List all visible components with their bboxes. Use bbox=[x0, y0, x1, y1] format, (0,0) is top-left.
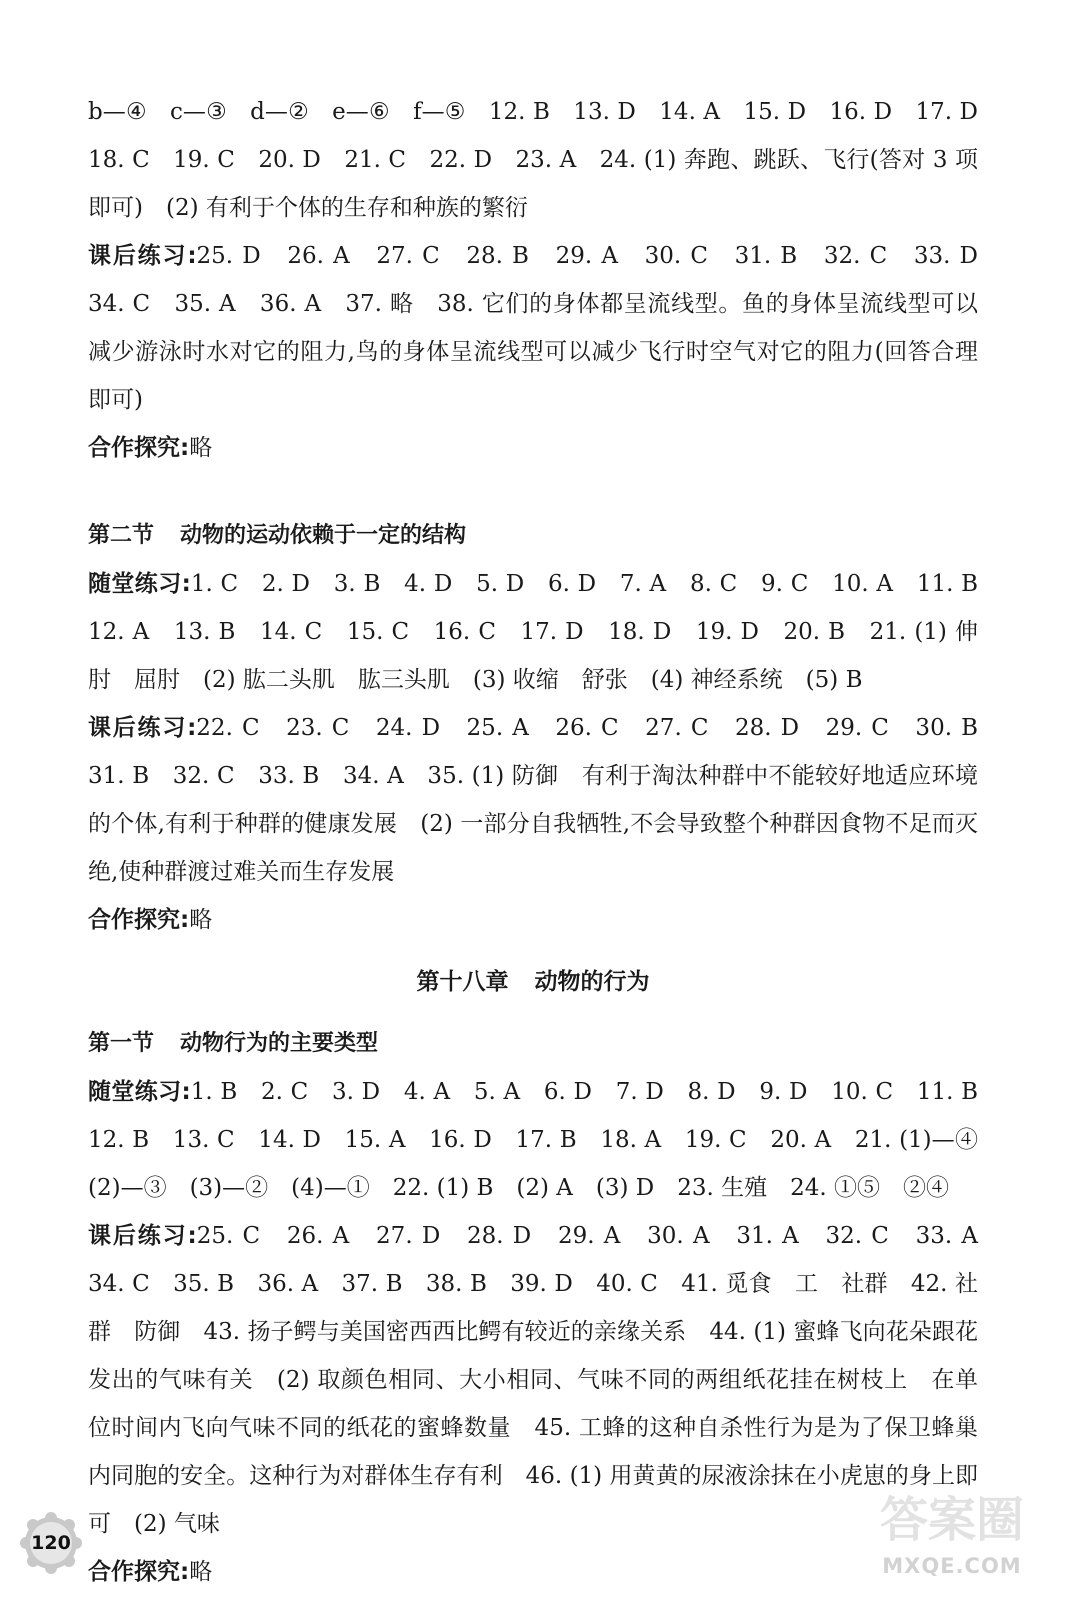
section-name: 动物行为的主要类型 bbox=[180, 1031, 379, 1056]
chapter-title bbox=[88, 958, 978, 1006]
cooperation-text: 略 bbox=[189, 907, 213, 933]
watermark bbox=[862, 1488, 1042, 1588]
cooperation-block-3 bbox=[88, 1548, 978, 1596]
cooperation-text: 略 bbox=[189, 1559, 213, 1585]
answer-block-6 bbox=[88, 1212, 1002, 1548]
exercise-label: 课后练习: bbox=[88, 1223, 197, 1249]
watermark-logo: 答案圈 bbox=[879, 1492, 1024, 1548]
answer-text: b—④ c—③ d—② e—⑥ f—⑤ 12. B 13. D 14. A 15. D 16. D 17. D 18. C 19. C 20. D 21. C 22. D 23. A 24. (1) 奔跑、跳跃、飞行(答对 3 项即可) (2) 有利于个体的生存和种族的繁衍 bbox=[88, 99, 1001, 221]
chapter-number: 第十八章 bbox=[416, 969, 509, 995]
answer-block-1 bbox=[88, 88, 1001, 232]
answer-text: 1. C 2. D 3. B 4. D 5. D 6. D 7. A 8. C 9. C 10. A 11. B 12. A 13. B 14. C 15. C 16. C 17. D 18. D 19. D 20. B 21. (1) 伸肘 屈肘 (2) 肱二头肌 肱三头肌 (3) 收缩 舒张 (4) 神经系统 (5) B bbox=[88, 571, 1002, 693]
section-number: 第一节 bbox=[88, 1031, 155, 1056]
answer-block-5 bbox=[88, 1068, 1001, 1212]
cooperation-block-1 bbox=[88, 424, 978, 472]
answer-content bbox=[88, 88, 1002, 1596]
section-name: 动物的运动依赖于一定的结构 bbox=[180, 523, 467, 548]
cooperation-label: 合作探究: bbox=[88, 907, 190, 933]
answer-text: 25. D 26. A 27. C 28. B 29. A 30. C 31. B 32. C 33. D 34. C 35. A 36. A 37. 略 38. 它们的身体都呈流线型。鱼的身体呈流线型可以减少游泳时水对它的阻力,鸟的身体呈流线型可以减少飞行时空气对它的阻力(回答合理即可) bbox=[88, 243, 1001, 413]
cooperation-block-2 bbox=[88, 896, 978, 944]
page-number: 120 bbox=[31, 1532, 71, 1554]
exercise-label: 随堂练习: bbox=[88, 1079, 191, 1105]
answer-text: 22. C 23. C 24. D 25. A 26. C 27. C 28. D 29. C 30. B 31. B 32. C 33. B 34. A 35. (1) 防御 有利于淘汰种群中不能较好地适应环境的个体,有利于种群的健康发展 (2) 一部分自我牺牲,不会导致整个种群因食物不足而灭绝,使种群渡过难关而生存发展 bbox=[88, 715, 1001, 885]
cooperation-label: 合作探究: bbox=[88, 1559, 190, 1585]
cooperation-text: 略 bbox=[189, 435, 213, 461]
watermark-url: MXQE.COM bbox=[882, 1554, 1022, 1578]
section-number: 第二节 bbox=[88, 523, 155, 548]
cooperation-label: 合作探究: bbox=[88, 435, 190, 461]
answer-text: 25. C 26. A 27. D 28. D 29. A 30. A 31. A 32. C 33. A 34. C 35. B 36. A 37. B 38. B 39. D 40. C 41. 觅食 工 社群 42. 社群 防御 43. 扬子鳄与美国密西西比鳄有较近的亲缘关系 44. (1) 蜜蜂飞向花朵跟花发出的气味有关 (2) 取颜色相同、大小相同、气味不同的两组纸花挂在树枝上 在单位时间内飞向气味不同的纸花的蜜蜂数量 45. 工蜂的这种自杀性行为是为了保卫蜂巢内同胞的安全。这种行为对群体生存有利 46. (1) 用黄黄的尿液涂抹在小虎崽的身上即可 (2) 气味 bbox=[88, 1223, 1002, 1537]
exercise-label: 课后练习: bbox=[88, 715, 197, 741]
section-title-2 bbox=[88, 512, 978, 560]
page-number-badge bbox=[20, 1512, 82, 1574]
answer-text: 1. B 2. C 3. D 4. A 5. A 6. D 7. D 8. D 9. D 10. C 11. B 12. B 13. C 14. D 15. A 16. D 17. B 18. A 19. C 20. A 21. (1)—④ (2)—③ (3)—② (4)—① 22. (1) B (2) A (3) D 23. 生殖 24. ①⑤ ②④ bbox=[88, 1079, 1001, 1201]
exercise-label: 课后练习: bbox=[88, 243, 197, 269]
answer-block-4 bbox=[88, 704, 1001, 896]
chapter-name: 动物的行为 bbox=[534, 969, 650, 995]
answer-block-3 bbox=[88, 560, 1002, 704]
section-title-1 bbox=[88, 1020, 978, 1068]
exercise-label: 随堂练习: bbox=[88, 571, 191, 597]
answer-block-2 bbox=[88, 232, 1001, 424]
